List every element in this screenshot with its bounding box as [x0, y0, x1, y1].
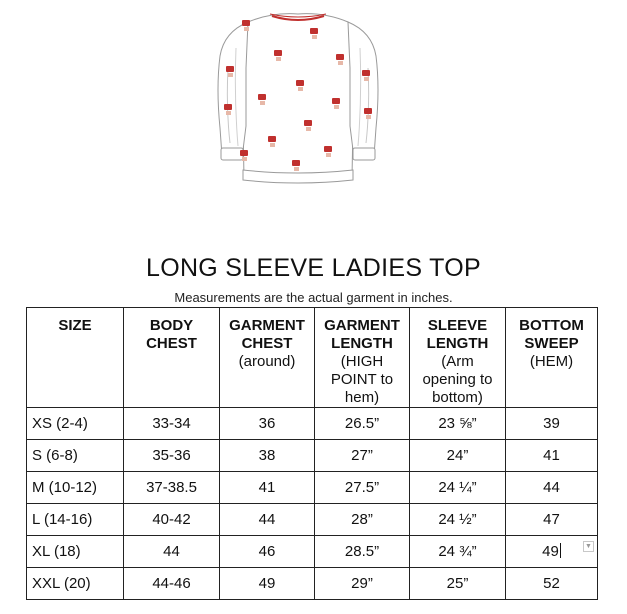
header-size — [27, 308, 124, 408]
bottom-sweep-cell — [506, 472, 598, 504]
garment-length-cell — [315, 536, 410, 568]
header-row — [27, 308, 598, 408]
header-bold-line: LENGTH — [331, 335, 393, 352]
cell-value: 38 — [258, 447, 276, 464]
garment-chest-cell — [220, 472, 315, 504]
table-row — [27, 440, 598, 472]
cell-value: 44 — [258, 511, 276, 528]
page-subtitle: Measurements are the actual garment in inches. — [174, 290, 453, 305]
size-cell — [27, 408, 124, 440]
sleeve-length-cell — [410, 536, 506, 568]
cell-value: 24 ¾” — [438, 543, 477, 560]
cell-value: 40-42 — [152, 511, 191, 528]
bottom-sweep-cell — [506, 504, 598, 536]
cell-value: 29” — [351, 575, 373, 592]
header-bold-line: GARMENT — [324, 317, 400, 334]
sleeve-length-cell — [410, 408, 506, 440]
size-cell — [27, 440, 124, 472]
cell-value: 46 — [258, 543, 276, 560]
sleeve-length-cell — [410, 504, 506, 536]
header-garment-chest — [220, 308, 315, 408]
header-bold-line: CHEST — [146, 335, 197, 352]
cell-value: 28” — [351, 511, 373, 528]
garment-length-cell — [315, 568, 410, 600]
garment-length-cell — [315, 408, 410, 440]
cell-value: L (14-16) — [32, 511, 93, 528]
dropdown-arrow-icon[interactable]: ▼ — [583, 541, 594, 552]
table-row — [27, 568, 598, 600]
cell-value: 23 ⅝” — [438, 415, 477, 432]
size-cell — [27, 504, 124, 536]
size-cell — [27, 536, 124, 568]
cell-value: 37-38.5 — [146, 479, 197, 496]
size-cell — [27, 568, 124, 600]
cell-value: 35-36 — [152, 447, 191, 464]
cell-value: 44-46 — [152, 575, 191, 592]
text-cursor — [560, 543, 561, 558]
header-bold-line: SIZE — [58, 317, 92, 334]
header-bottom-sweep — [506, 308, 598, 408]
header-note-line: hem) — [344, 389, 380, 406]
header-bold-line: BODY — [149, 317, 194, 334]
table-row — [27, 504, 598, 536]
sleeve-length-cell — [410, 472, 506, 504]
table-row — [27, 472, 598, 504]
cell-value: 27.5” — [344, 479, 380, 496]
header-note-line: (HIGH — [340, 353, 384, 370]
header-bold-line: BOTTOM — [519, 317, 584, 334]
cell-value: 27” — [351, 447, 373, 464]
header-body-chest — [124, 308, 220, 408]
garment-chest-cell — [220, 408, 315, 440]
header-note-line: (around) — [238, 353, 296, 370]
cell-value: 36 — [258, 415, 276, 432]
garment-length-cell — [315, 440, 410, 472]
header-note-line: POINT to — [330, 371, 394, 388]
sleeve-length-cell — [410, 568, 506, 600]
size-chart-table — [26, 307, 598, 600]
cell-value: 44 — [543, 479, 560, 496]
garment-chest-cell — [220, 536, 315, 568]
header-garment-length — [315, 308, 410, 408]
cell-value: 25” — [446, 575, 469, 592]
body-chest-cell — [124, 472, 220, 504]
header-note-line: bottom) — [432, 389, 483, 406]
cell-value: 24” — [446, 447, 469, 464]
cell-value: XXL (20) — [32, 575, 91, 592]
table-row — [27, 536, 598, 568]
header-bold-line: CHEST — [241, 335, 293, 352]
header-bold-line: SWEEP — [524, 335, 579, 352]
cell-value: 49 — [258, 575, 276, 592]
garment-length-cell — [315, 504, 410, 536]
cell-value: 44 — [163, 543, 180, 560]
garment-illustration — [212, 8, 384, 190]
body-chest-cell — [124, 440, 220, 472]
body-chest-cell — [124, 504, 220, 536]
bottom-sweep-cell — [506, 408, 598, 440]
sleeve-length-cell — [410, 440, 506, 472]
header-bold-line: SLEEVE — [427, 317, 488, 334]
cell-value: 47 — [543, 511, 560, 528]
page-title: LONG SLEEVE LADIES TOP — [146, 254, 481, 282]
garment-length-cell — [315, 472, 410, 504]
header-note-line: opening to — [422, 371, 493, 388]
cell-value: XL (18) — [32, 543, 81, 560]
table-row — [27, 408, 598, 440]
cell-value: 33-34 — [152, 415, 191, 432]
cell-value: 49 — [542, 543, 559, 560]
garment-chest-cell — [220, 504, 315, 536]
cell-value: S (6-8) — [32, 447, 78, 464]
size-cell — [27, 472, 124, 504]
header-note-line: (Arm — [441, 353, 474, 370]
cell-value: 39 — [543, 415, 560, 432]
cell-value: 28.5” — [344, 543, 380, 560]
bottom-sweep-cell — [506, 440, 598, 472]
header-bold-line: LENGTH — [426, 335, 489, 352]
bottom-sweep-cell[interactable] — [506, 536, 598, 568]
bottom-sweep-cell — [506, 568, 598, 600]
garment-chest-cell — [220, 568, 315, 600]
garment-chest-cell — [220, 440, 315, 472]
body-chest-cell — [124, 536, 220, 568]
cell-value: 24 ¼” — [438, 479, 477, 496]
header-sleeve-length — [410, 308, 506, 408]
header-note-line: (HEM) — [529, 353, 574, 370]
cell-value: 26.5” — [344, 415, 380, 432]
cell-value: 41 — [543, 447, 560, 464]
body-chest-cell — [124, 408, 220, 440]
cell-value: 52 — [543, 575, 560, 592]
cell-value: XS (2-4) — [32, 415, 88, 432]
cell-value: 41 — [258, 479, 276, 496]
cell-value: M (10-12) — [32, 479, 98, 496]
header-bold-line: GARMENT — [229, 317, 305, 334]
cell-value: 24 ½” — [438, 511, 477, 528]
body-chest-cell — [124, 568, 220, 600]
